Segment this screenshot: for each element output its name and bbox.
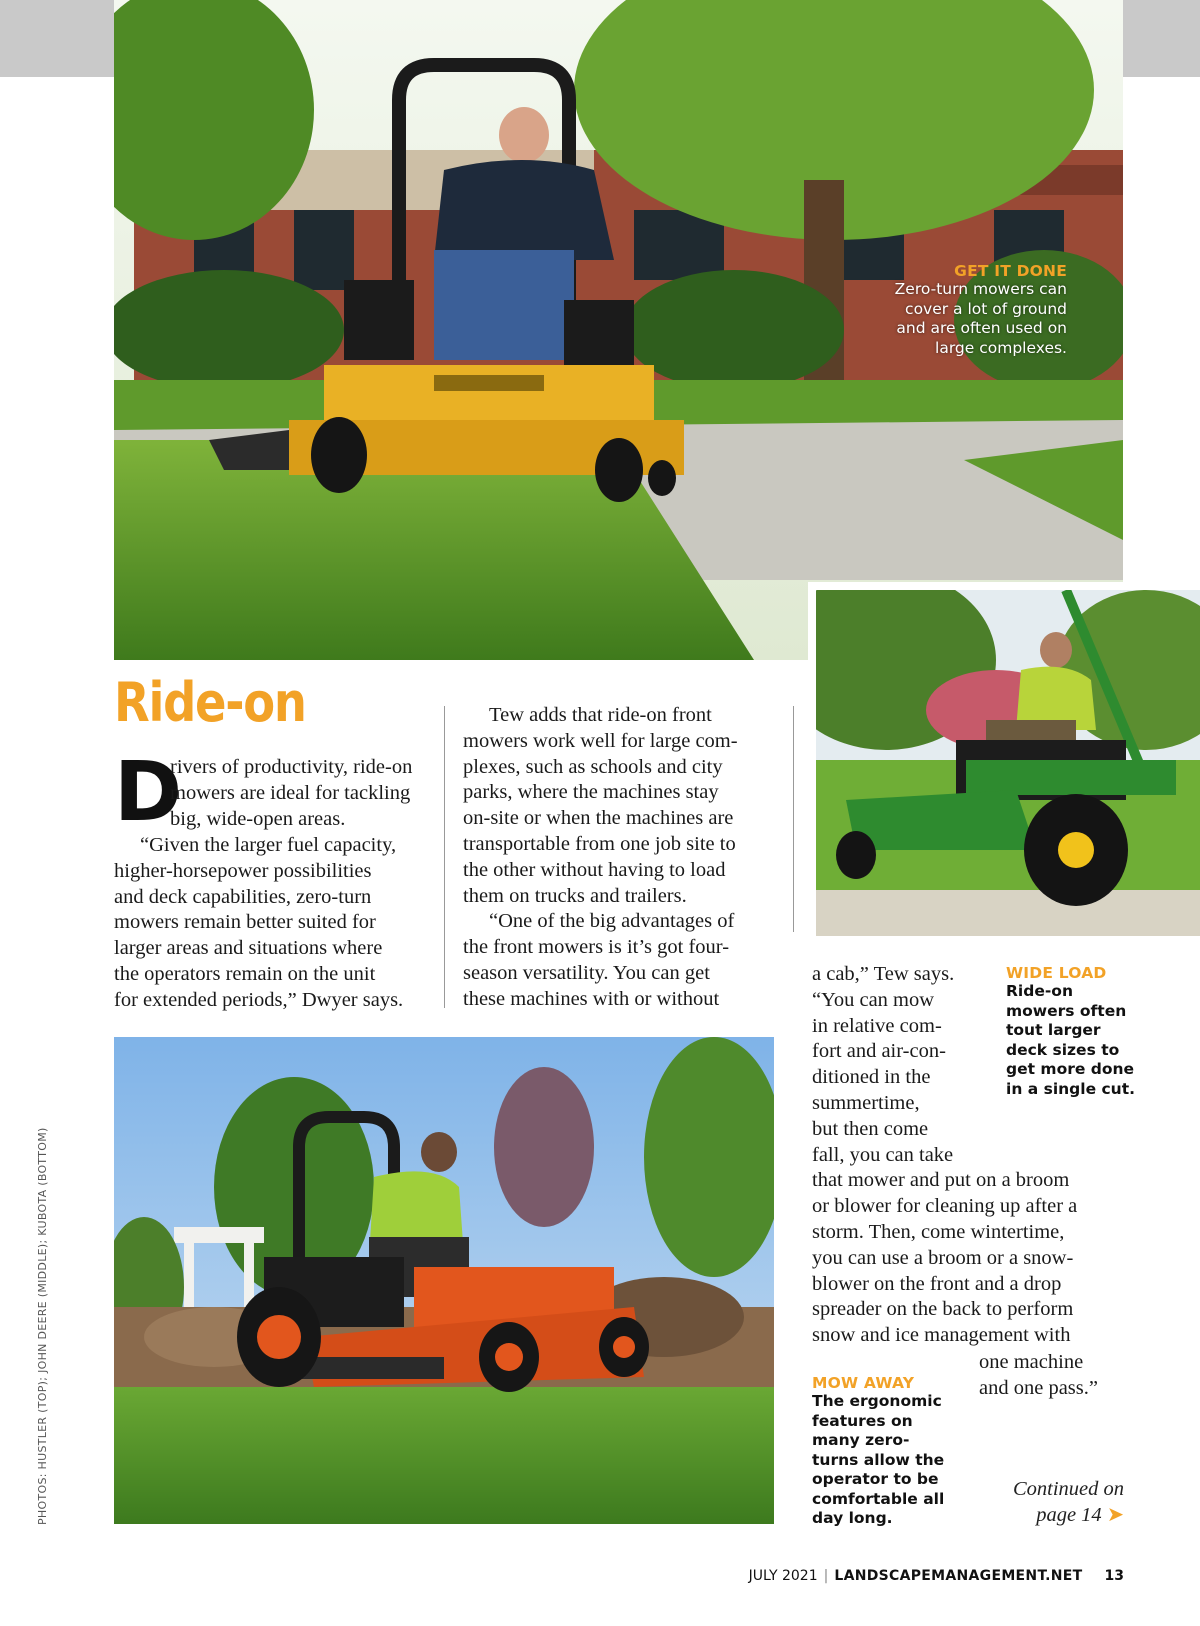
caption-line: day long. [812,1509,893,1527]
column-rule [793,706,794,932]
caption-line: in a single cut. [1006,1079,1136,1098]
caption-line: cover a lot of ground [905,299,1067,318]
caption-title: GET IT DONE [954,262,1067,280]
column1-line: the operators remain on the unit [114,962,376,985]
caption-line: The ergonomic [812,1392,942,1410]
column1-line: rivers of productivity, ride-on [170,756,413,778]
caption-line: get more done [1006,1060,1135,1078]
caption-line: turns allow the [812,1450,945,1469]
caption-title: WIDE LOAD [1006,964,1107,982]
column2-line: parks, where the machines stay [463,781,719,804]
page-number: 13 [1104,1568,1124,1584]
column3-line: fall, you can take [812,1143,954,1166]
caption-title: MOW AWAY [812,1374,915,1392]
column3-line: one machine [979,1351,1084,1373]
column1-body [114,833,434,1014]
column2-line: them on trucks and trailers. [463,884,687,907]
caption-line: tout larger [1006,1021,1101,1039]
column1-line: mowers are ideal for tackling [170,782,411,804]
column1-line: big, wide-open areas. [170,808,346,830]
column3-line: blower on the front and a drop [812,1272,1062,1295]
column3-line: but then come [812,1117,929,1140]
column3-line: you can use a broom or a snow- [812,1246,1074,1269]
caption-line: deck sizes to [1006,1040,1120,1059]
continued-link[interactable] [1013,1476,1124,1528]
column1-line: higher-horsepower possibilities [114,859,372,882]
column1-line: larger areas and situations where [114,937,383,960]
column3-line: a cab,” Tew says. [812,963,955,985]
column3-line: and one pass.” [979,1377,1098,1399]
caption-line: comfortable all [812,1489,945,1508]
photo-credit: PHOTOS: HUSTLER (TOP); JOHN DEERE (MIDDLE); KUBOTA (BOTTOM) [36,1127,49,1525]
footer-date: JULY 2021 [748,1568,818,1584]
caption-line: Zero-turn mowers can [894,280,1067,298]
caption-line: features on [812,1411,913,1430]
column3-line: “You can mow [812,988,935,1011]
column1-line: and deck capabilities, zero-turn [114,885,372,908]
column-rule [444,706,445,1008]
caption-get-it-done [895,262,1067,358]
column3-line: ditioned in the [812,1066,931,1089]
arrow-right-icon: ➤ [1106,1504,1124,1526]
column3-line: spreader on the back to perform [812,1298,1074,1321]
continued-line: Continued on [1012,1478,1124,1500]
caption-line: and are often used on [896,319,1067,337]
footer-separator: | [823,1568,829,1584]
column3-line: that mower and put on a broom [812,1169,1070,1192]
column2-line: the front mowers is it’s got four- [463,936,730,959]
column1-line: for extended periods,” Dwyer says. [114,988,404,1011]
column1-line: “Given the larger fuel capacity, [140,834,397,856]
column3-line: fort and air-con- [812,1040,946,1063]
column3-line: summertime, [812,1091,920,1114]
column2-line: season versatility. You can get [463,961,710,984]
caption-line: mowers often [1006,1001,1127,1020]
column2-line: mowers work well for large com- [463,729,738,752]
top-photo [114,0,1123,660]
continued-page: page 14 [1036,1504,1102,1526]
drop-cap-letter: D [114,745,183,840]
column2-line: the other without having to load [463,858,726,881]
column1-line: mowers remain better suited for [114,911,376,934]
column3-line: in relative com- [812,1014,942,1037]
top-left-tab [0,0,114,77]
page-footer [749,1568,1124,1584]
green-zero-turn-mower-photo [816,590,1200,936]
bottom-photo [114,1037,774,1524]
orange-zero-turn-mower-photo [114,1037,774,1524]
column2-line: transportable from one job site to [463,832,736,855]
column2-line: plexes, such as schools and city [463,755,723,778]
column2-body [463,703,783,1013]
column2-line: Tew adds that ride-on front [489,704,712,726]
continued-line-2 [1013,1502,1124,1528]
column2-line: these machines with or without [463,987,720,1010]
article-headline: Ride-on [114,671,306,734]
caption-line: Ride-on [1006,982,1073,1000]
column3-line: snow and ice management with [812,1324,1071,1347]
caption-line: operator to be [812,1470,939,1488]
column2-line: “One of the big advantages of [489,910,735,933]
top-right-tab [1123,0,1200,77]
middle-photo [816,590,1200,936]
caption-wide-load [1006,964,1146,1099]
caption-line: many zero- [812,1431,910,1449]
column3-line: or blower for cleaning up after a [812,1195,1078,1218]
drop-cap [114,745,183,840]
caption-line: large complexes. [935,338,1067,357]
footer-site[interactable]: LANDSCAPEMANAGEMENT.NET [834,1568,1083,1584]
column3-line: storm. Then, come wintertime, [812,1220,1065,1243]
column2-line: on-site or when the machines are [463,807,734,830]
caption-mow-away [812,1374,962,1529]
